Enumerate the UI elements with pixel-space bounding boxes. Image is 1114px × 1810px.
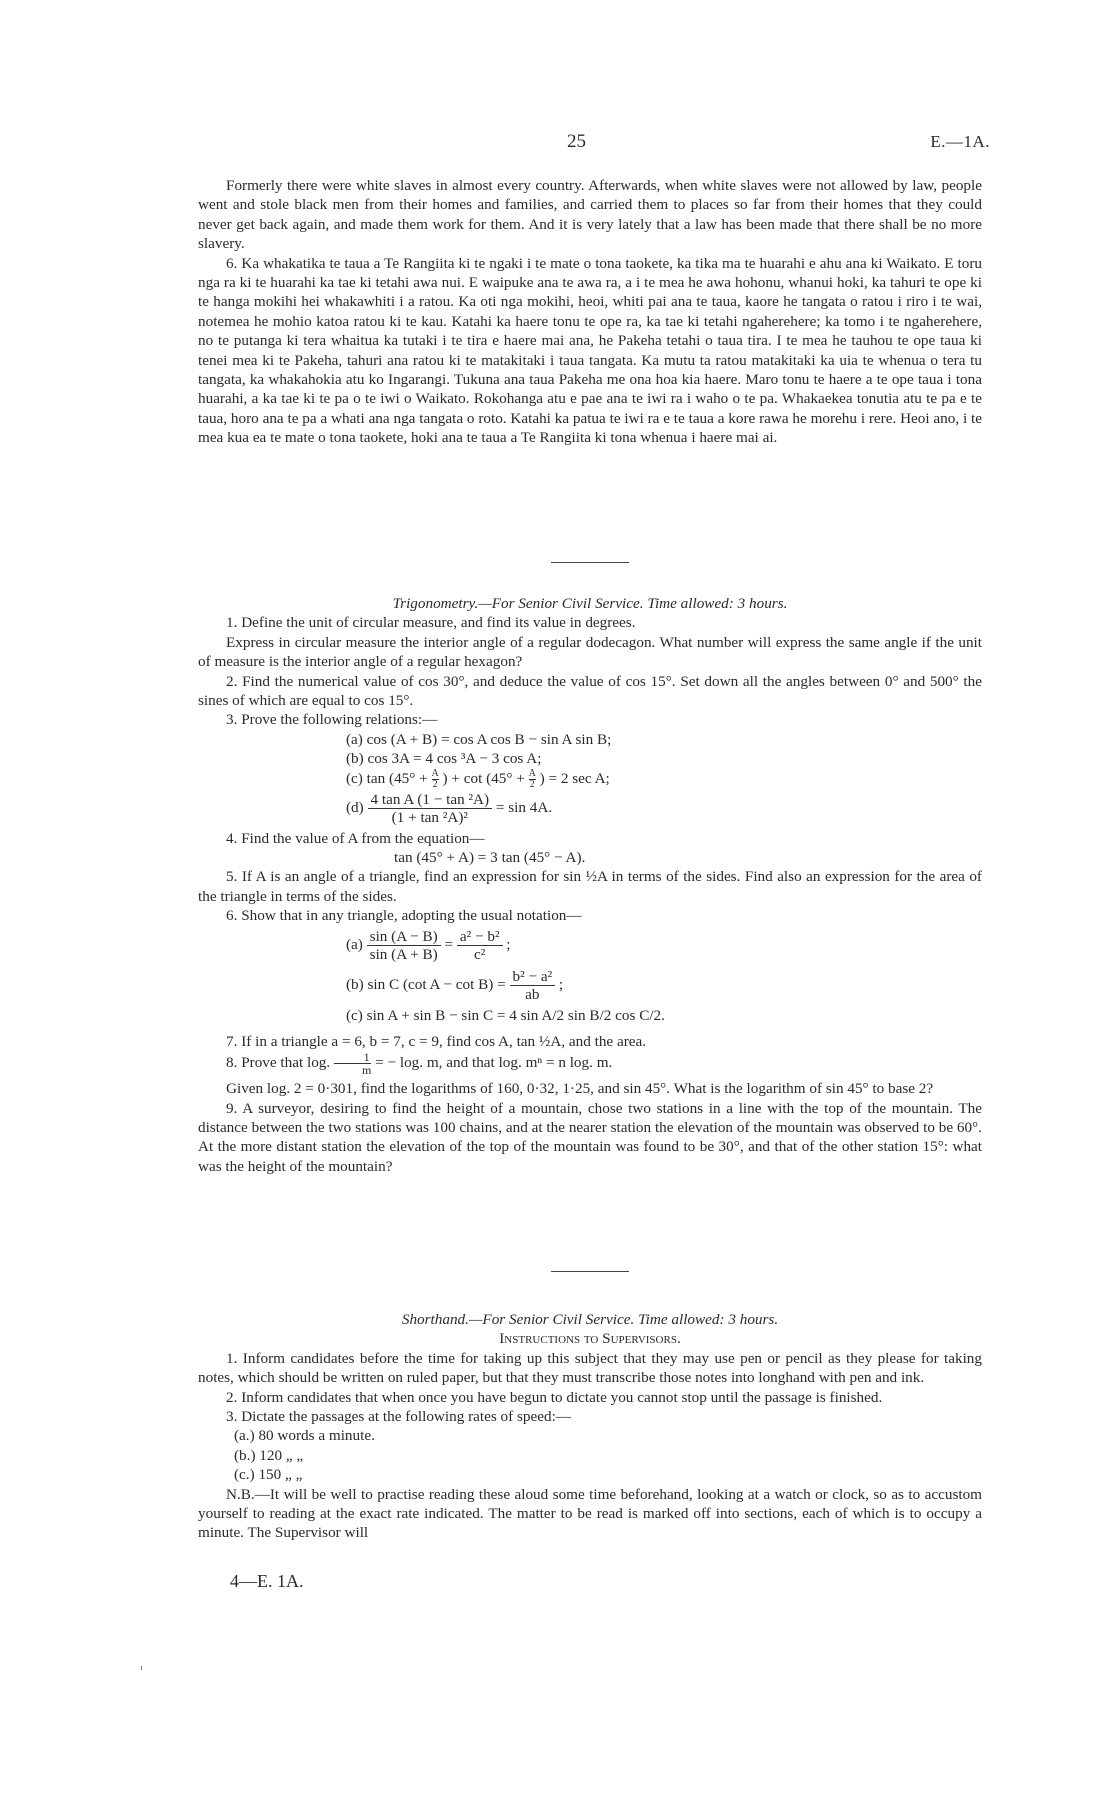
question-3c: (c) tan (45° + $\frac{A}{2}$ ) + cot (45° + $\frac{A}{2}$ ) = 2 sec A; — [346, 767, 610, 790]
nota-bene: N.B.—It will be well to practise reading these aloud some time beforehand, looking at a watch or clock, so as to accustom yourself to reading at the exact rate indicated. The matter to be read is marked off into sections, each of which is to occupy a minute. The Supervisor will — [198, 1485, 982, 1542]
question-3: 3. Prove the following relations:— — [226, 711, 438, 729]
shorthand-section — [198, 1310, 982, 1543]
maori-paragraph: 6. Ka whakatika te taua a Te Rangiita ki te ngaki i te mate o tona taokete, ka tika ma te huarahi e ahu ana ki Waikato. E toru nga ra ki te huarahi ka tae ki tetahi awa nui. E waipuke ana te awa ra, a i te mea he awa hohonu, whanui hoki, ka tahuri te ope ki te hanga mokihi hei whakawhiti i a ratou. Ka oti nga mokihi, heoi, whiti pai ana te taua, kaore he tangata o ratou i riro i te wai, notemea he mohio katoa ratou ki te kau. Katahi ka haere tonu te ope ra, ka tae ki tetahi ngaherehere; ka tomo i te ngaherehere, no te putanga ki tera whaitua ka tutaki i te tira e haere mai ana, he Pakeha tetahi o taua tira. I te mea he tauhou te ope taua ki tenei mea ki te Pakeha, tahuri ana ratou ki te matakitaki i taua tangata. Ka mutu ta ratou matakitaki ka uia te whenua o tera tu tangata, ka whakahokia atu ko Ingarangi. Tukuna ana taua Pakeha me ona hoa kia haere. Maro tonu te haere a te ope taua i tona huarahi, a ka tae ki te pa o te iwi o Waikato. Rokohanga atu e pae ana te iwi ra i waho o te pa. Whakaekea tonutia atu te pa e te taua, horo ana te pa a whati ana nga tangata o roto. Katahi ka patua te iwi ra e te taua a kore rawa he morehu i rere. Heoi ano, i te mea kua ea te mate o tona taokete, hoki ana te taua a Te Rangiita ki tona whenua i haere mai ai. — [198, 254, 982, 447]
question-5: 5. If A is an angle of a triangle, find an expression for sin ½A in terms of the sides. Find also an expression for the area of the triangle in terms of the sides. — [198, 868, 982, 905]
rate-b: (b.) 120 „ „ — [234, 1446, 304, 1464]
margin-mark — [141, 1666, 142, 1670]
question-1: 1. Define the unit of circular measure, and find its value in degrees. — [226, 614, 636, 632]
rate-c: (c.) 150 „ „ — [234, 1466, 303, 1484]
question-1b: Express in circular measure the interior angle of a regular dodecagon. What number will express the same angle if the unit of measure is the interior angle of a regular hexagon? — [198, 633, 982, 671]
question-8: 8. Prove that log. $\frac{1}{m}$ = − log. m, and that log. mⁿ = n log. m. — [226, 1050, 613, 1078]
question-3d: (d) $\frac{\text{4 tan A (1 − tan ²A)}}{\text{(1 + tan ²A)²}}$ = sin 4A. — [346, 790, 553, 826]
rate-a: (a.) 80 words a minute. — [234, 1427, 375, 1445]
question-4: 4. Find the value of A from the equation— — [226, 829, 485, 847]
section-divider-1 — [198, 562, 982, 563]
page-number: 25 — [567, 131, 586, 152]
question-6c: (c) sin A + sin B − sin C = 4 sin A/2 sin B/2 cos C/2. — [346, 1006, 665, 1024]
shorthand-heading: Shorthand.—For Senior Civil Service. Time allowed: 3 hours. — [401, 1311, 779, 1328]
question-8b: Given log. 2 = 0·301, find the logarithms of 160, 0·32, 1·25, and sin 45°. What is the logarithm of sin 45° to base 2? — [226, 1080, 934, 1098]
signature-mark: 4—E. 1A. — [230, 1571, 304, 1591]
question-6b: (b) sin C (cot A − cot B) = $\frac{\text{b² − a²}}{ab}$ ; — [346, 967, 564, 1003]
instruction-3: 3. Dictate the passages at the following rates of speed:— — [226, 1408, 571, 1426]
question-3a: (a) cos (A + B) = cos A cos B − sin A sin B; — [346, 730, 612, 748]
question-6: 6. Show that in any triangle, adopting the usual notation— — [226, 907, 582, 925]
trig-heading: Trigonometry.—For Senior Civil Service. Time allowed: 3 hours. — [392, 595, 788, 612]
intro-section — [198, 176, 982, 448]
question-9: 9. A surveyor, desiring to find the height of a mountain, chose two stations in a line with the top of the mountain. The distance between the two stations was 100 chains, and at the nearer station the elevation of the mountain was observed to be 60°. At the more distant station the elevation of the top of the mountain was found to be 30°, and that of the other station 15°: what was the height of the mountain? — [198, 1099, 982, 1175]
series-reference: E.—1A. — [930, 132, 990, 151]
section-divider-2 — [198, 1271, 982, 1272]
slaves-paragraph: Formerly there were white slaves in almost every country. Afterwards, when white slaves were not allowed by law, people went and stole black men from their homes and families, and carried them to places so far from their homes that they could never get back again, and made them work for them. And it is very lately that a law has been made that there shall be no more slavery. — [198, 177, 982, 253]
question-6a: (a) $\frac{\sin (A - B)}{\sin (A + B)}$ = $\frac{\text{a² − b²}}{\text{c²}}$ ; — [346, 927, 511, 963]
page-header — [0, 132, 1114, 156]
question-4-equation: tan (45° + A) = 3 tan (45° − A). — [394, 849, 586, 867]
divider-rule — [551, 1271, 629, 1272]
question-3b: (b) cos 3A = 4 cos ³A − 3 cos A; — [346, 750, 542, 768]
instruction-2: 2. Inform candidates that when once you have begun to dictate you cannot stop until the passage is finished. — [226, 1388, 883, 1406]
question-7: 7. If in a triangle a = 6, b = 7, c = 9, find cos A, tan ½A, and the area. — [226, 1032, 647, 1050]
divider-rule — [551, 562, 629, 563]
question-2: 2. Find the numerical value of cos 30°, and deduce the value of cos 15°. Set down all the angles between 0° and 500° the sines of which are equal to cos 15°. — [198, 672, 982, 710]
shorthand-subheading: Instructions to Supervisors. — [499, 1330, 681, 1348]
trigonometry-section — [198, 594, 982, 1176]
instruction-1: 1. Inform candidates before the time for taking up this subject that they may use pen or pencil as they please for taking notes, which should be written on ruled paper, but that they must transcribe those notes into longhand with pen and ink. — [198, 1349, 982, 1387]
